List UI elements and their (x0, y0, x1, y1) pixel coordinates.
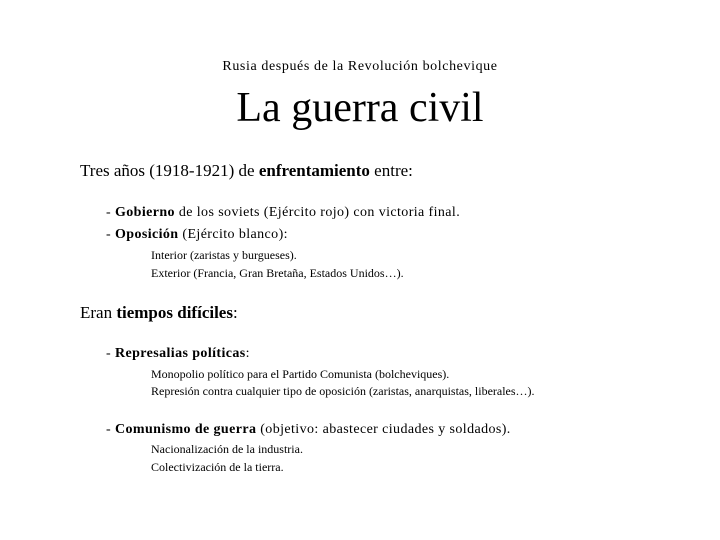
item-text: (Ejército blanco): (178, 227, 288, 242)
section1-subitem-interior: Interior (zaristas y burgueses). (151, 248, 297, 262)
section2-intro-end: : (232, 303, 238, 322)
section1-item-oposicion (106, 226, 288, 244)
section2-subitem-nacionalizacion: Nacionalización de la industria. (151, 442, 303, 456)
section2-subitem-monopolio: Monopolio político para el Partido Comunista (bolcheviques). (151, 367, 450, 381)
item-text: : (245, 346, 250, 361)
section1-subitem-exterior: Exterior (Francia, Gran Bretaña, Estados Unidos…). (151, 266, 404, 280)
section1-intro-bold: enfrentamiento (258, 161, 370, 180)
item-text: de los soviets (Ejército rojo) con victoria final. (174, 205, 461, 220)
item-text: (objetivo: abastecer ciudades y soldados). (256, 422, 511, 437)
section1-intro-end: entre: (369, 161, 413, 180)
section2-intro-bold: tiempos difíciles (116, 303, 233, 322)
section2-subitem-represion: Represión contra cualquier tipo de oposición (zaristas, anarquistas, liberales…). (151, 384, 535, 398)
item-bold: Gobierno (114, 205, 175, 220)
bullet-dash: - (106, 422, 115, 437)
section2-intro (80, 302, 238, 324)
bullet-dash: - (106, 346, 115, 361)
section1-item-gobierno (106, 204, 460, 222)
bullet-dash: - (106, 205, 115, 220)
section2-item-comunismo (106, 421, 511, 439)
item-bold: Comunismo de guerra (114, 422, 257, 437)
section2-item-represalias (106, 345, 250, 363)
item-bold: Oposición (114, 227, 179, 242)
section2-subitem-colectivizacion: Colectivización de la tierra. (151, 460, 284, 474)
item-bold: Represalias políticas (114, 346, 246, 361)
slide-subtitle: Rusia después de la Revolución bolchevique (222, 59, 498, 74)
section2-intro-text: Eran (80, 303, 117, 322)
slide-title: La guerra civil (236, 85, 484, 131)
bullet-dash: - (106, 227, 115, 242)
section1-intro-text: Tres años (1918-1921) de (80, 161, 259, 180)
section1-intro (80, 160, 413, 182)
